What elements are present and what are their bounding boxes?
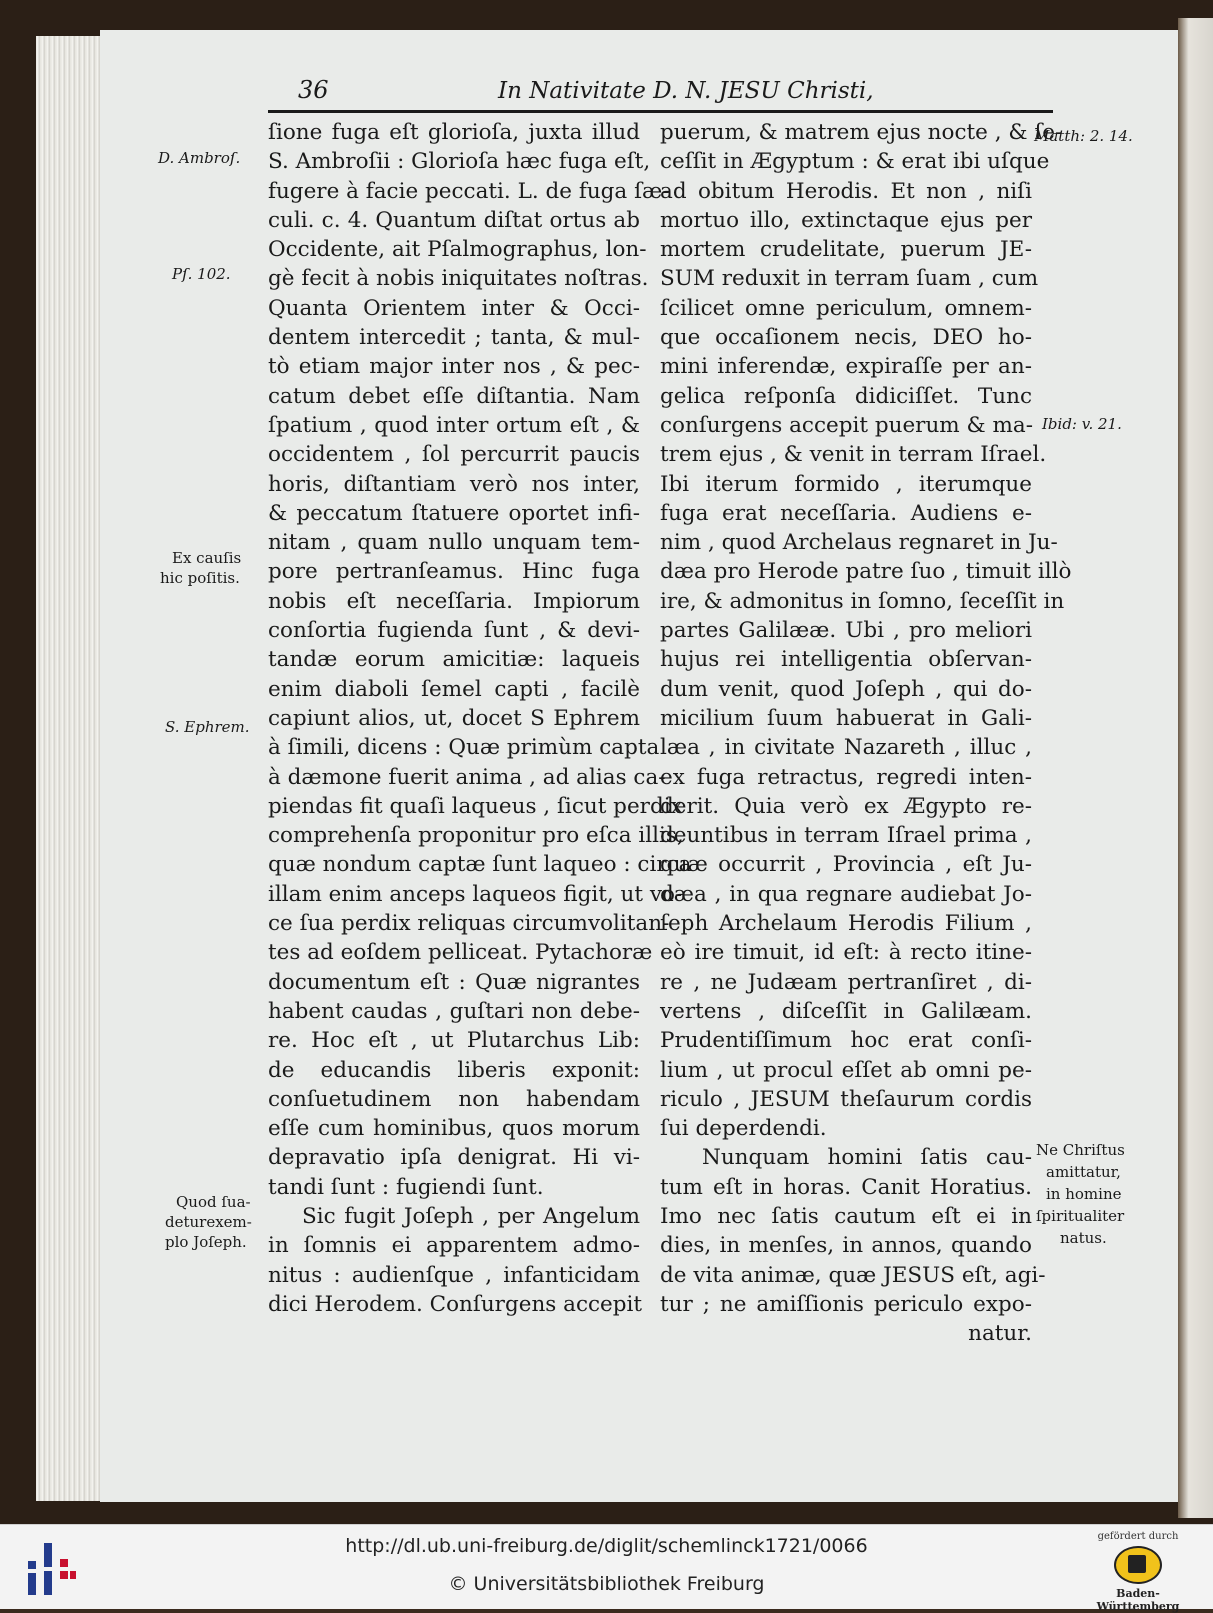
text-line: occidentem , ſol percurrit paucis — [268, 442, 640, 468]
text-line: mortem crudelitate, puerum JE- — [660, 237, 1032, 263]
text-line: fuga erat neceſſaria. Audiens e- — [660, 500, 1032, 526]
margin-note-ne-5: natus. — [1060, 1229, 1107, 1247]
text-line: que occaſionem necis, DEO ho- — [660, 325, 1032, 351]
text-line: conſurgens accepit puerum & ma- — [660, 412, 1033, 438]
page-edges — [36, 36, 102, 1501]
text-column-left — [268, 118, 692, 1319]
text-line: culi. c. 4. Quantum diſtat ortus ab — [268, 207, 640, 233]
viewer-footer — [0, 1524, 1213, 1613]
text-line: ad obitum Herodis. Et non , niſi — [660, 178, 1032, 204]
text-line: tò etiam major inter nos , & pec- — [268, 354, 640, 380]
text-line: mini inferendæ, expiraſſe per an- — [660, 354, 1032, 380]
text-line: ſui deperdendi. — [660, 1116, 827, 1142]
text-line: dæa , in qua regnare audiebat Jo- — [660, 881, 1032, 907]
text-line: quæ occurrit , Provincia , eſt Ju- — [660, 852, 1032, 878]
sponsor-caption: gefördert durch — [1097, 1531, 1179, 1542]
text-line: nitus : audienſque , infanticidam — [268, 1262, 640, 1288]
text-line: in ſomnis ei apparentem admo- — [268, 1233, 640, 1259]
text-line: ſpatium , quod inter ortum eſt , & — [268, 412, 640, 438]
text-line: ire, & admonitus in ſomno, ſeceſſit in — [660, 588, 1065, 614]
text-line: à dæmone fuerit anima , ad alias ca- — [268, 764, 666, 790]
text-line: vertens , diſceſſit in Galilæam. — [660, 998, 1032, 1024]
text-line: quæ nondum captæ ſunt laqueo : circa — [268, 852, 692, 878]
text-line: gè fecit à nobis iniquitates noſtras. — [268, 266, 649, 292]
text-line: re , ne Judæam pertranſiret , di- — [660, 969, 1032, 995]
text-line: partes Galilææ. Ubi , pro meliori — [660, 618, 1032, 644]
running-title: In Nativitate D. N. JESU Christi, — [498, 78, 874, 104]
copyright-notice: © Universitätsbibliothek Freiburg — [448, 1573, 765, 1595]
header-rule — [268, 110, 1053, 113]
crest-icon — [1114, 1546, 1162, 1584]
page-header — [270, 72, 1050, 112]
text-line: trem ejus , & venit in terram Iſrael. — [660, 442, 1047, 468]
text-line: conſuetudinem non habendam — [268, 1086, 640, 1112]
text-line: deuntibus in terram Iſrael prima , — [660, 823, 1032, 849]
text-line: à ſimili, dicens : Quæ primùm capta — [268, 735, 660, 761]
page-number: 36 — [298, 76, 329, 104]
margin-note-ambros: D. Ambroſ. — [158, 149, 241, 167]
text-line: & peccatum ſtatuere oportet infi- — [268, 500, 640, 526]
text-line: Occidente, ait Pſalmographus, lon- — [268, 237, 647, 263]
text-line: dentem intercedit ; tanta, & mul- — [268, 325, 640, 351]
text-line: Imo nec ſatis cautum eſt ei in — [660, 1203, 1032, 1229]
text-line: conſortia fugienda ſunt , & devi- — [268, 618, 640, 644]
text-line: enim diaboli ſemel capti , facilè — [268, 676, 640, 702]
text-line: hujus rei intelligentia obſervan- — [660, 647, 1032, 673]
text-column-right — [660, 118, 1072, 1348]
margin-note-ne-2: amittatur, — [1046, 1163, 1121, 1181]
text-line: dici Herodem. Conſurgens accepit — [268, 1291, 643, 1317]
margin-note-ibid: Ibid: v. 21. — [1042, 415, 1122, 433]
margin-note-ephrem: S. Ephrem. — [165, 718, 250, 736]
text-line: tur ; ne amiſſionis periculo expo- — [660, 1291, 1032, 1317]
margin-note-psalm: Pſ. 102. — [172, 265, 231, 283]
text-line: S. Ambroſii : Glorioſa hæc fuga eſt, — [268, 149, 651, 175]
text-line: riculo , JESUM theſaurum cordis — [660, 1086, 1032, 1112]
margin-note-matth: Matth: 2. 14. — [1034, 127, 1133, 145]
text-line: Quanta Orientem inter & Occi- — [268, 295, 640, 321]
text-line: ce ſua perdix reliquas circumvolitan- — [268, 911, 670, 937]
permalink-url[interactable]: http://dl.ub.uni-freiburg.de/diglit/schemlinck1721/0066 — [345, 1535, 868, 1557]
text-line: gelica reſponſa didiciſſet. Tunc — [660, 383, 1032, 409]
text-line: puerum, & matrem ejus nocte , & ſe- — [660, 120, 1063, 145]
text-line: capiunt alios, ut, docet S Ephrem — [268, 705, 640, 731]
margin-note-quod-2: deturexem- — [165, 1213, 252, 1231]
margin-note-ne-4: ſpiritualiter — [1036, 1207, 1125, 1225]
text-line: pore pertranſeamus. Hinc fuga — [268, 559, 640, 585]
text-line: eſſe cum hominibus, quos morum — [268, 1116, 640, 1142]
text-line: illam enim anceps laqueos figit, ut vo- — [268, 881, 683, 907]
text-line: habent caudas , guſtari non debe- — [268, 998, 640, 1024]
text-line: depravatio ipſa denigrat. Hi vi- — [268, 1145, 640, 1171]
text-line: Ibi iterum formido , iterumque — [660, 471, 1032, 497]
sponsor-name: Baden-Württemberg — [1096, 1587, 1180, 1613]
text-line: natur. — [968, 1321, 1032, 1347]
text-line: læa , in civitate Nazareth , illuc , — [660, 735, 1032, 761]
text-line: ex fuga retractus, regredi inten- — [660, 764, 1032, 790]
sponsor-badge — [1083, 1531, 1193, 1613]
text-line: dum venit, quod Joſeph , qui do- — [660, 676, 1032, 702]
text-line: ceſſit in Ægyptum : & erat ibi uſque — [660, 149, 1050, 175]
text-line: nobis eſt neceſſaria. Impiorum — [268, 588, 640, 614]
text-line: Nunquam homini ſatis cau- — [702, 1145, 1032, 1171]
text-line: dæa pro Herode patre ſuo , timuit illò — [660, 559, 1072, 585]
text-line: lium , ut procul eſſet ab omni pe- — [660, 1057, 1032, 1083]
text-line: horis, diſtantiam verò nos inter, — [268, 471, 640, 497]
text-line: SUM reduxit in terram ſuam , cum — [660, 266, 1039, 292]
text-line: de educandis liberis exponit: — [268, 1057, 640, 1083]
text-line: micilium ſuum habuerat in Gali- — [660, 705, 1032, 731]
text-line: tandi ſunt : fugiendi ſunt. — [268, 1174, 544, 1200]
text-line: Prudentiſſimum hoc erat conſi- — [660, 1028, 1032, 1054]
margin-note-causis-1: Ex cauſis — [172, 549, 242, 567]
text-line: ſcilicet omne periculum, omnem- — [660, 295, 1032, 321]
margin-note-quod-1: Quod ſua- — [176, 1193, 251, 1211]
text-line: catum debet eſſe diſtantia. Nam — [268, 383, 640, 409]
text-line: fugere à facie peccati. L. de fuga ſæ- — [268, 178, 670, 204]
text-line: Sic fugit Joſeph , per Angelum — [302, 1203, 640, 1229]
text-line: re. Hoc eſt , ut Plutarchus Lib: — [268, 1028, 640, 1054]
margin-note-causis-2: hic poſitis. — [160, 569, 240, 587]
text-line: piendas fit quaſi laqueus , ſicut perdix — [268, 793, 683, 819]
text-line: comprehenſa proponitur pro eſca illis, — [268, 823, 684, 849]
text-line: nitam , quam nullo unquam tem- — [268, 530, 640, 556]
margin-note-ne-1: Ne Chriſtus — [1036, 1141, 1125, 1159]
text-line: mortuo illo, extinctaque ejus per — [660, 207, 1032, 233]
text-line: documentum eſt : Quæ nigrantes — [268, 969, 640, 995]
text-line: ſeph Archelaum Herodis Filium , — [660, 911, 1032, 937]
text-line: nim , quod Archelaus regnaret in Ju- — [660, 530, 1058, 556]
margin-note-quod-3: plo Joſeph. — [165, 1233, 247, 1251]
text-line: eò ire timuit, id eſt: à recto itine- — [660, 940, 1032, 966]
text-line: dies, in menſes, in annos, quando — [660, 1233, 1032, 1259]
text-line: tes ad eoſdem pelliceat. Pytachoræ — [268, 940, 653, 966]
text-line: de vita animæ, quæ JESUS eſt, agi- — [660, 1262, 1046, 1288]
text-line: tandæ eorum amicitiæ: laqueis — [268, 647, 640, 673]
text-line: ſione fuga eſt glorioſa, juxta illud — [268, 120, 640, 145]
text-line: tum eſt in horas. Canit Horatius. — [660, 1174, 1032, 1200]
margin-note-ne-3: in homine — [1046, 1185, 1122, 1203]
right-page-edge — [1178, 18, 1213, 1518]
text-line: derit. Quia verò ex Ægypto re- — [660, 793, 1032, 819]
